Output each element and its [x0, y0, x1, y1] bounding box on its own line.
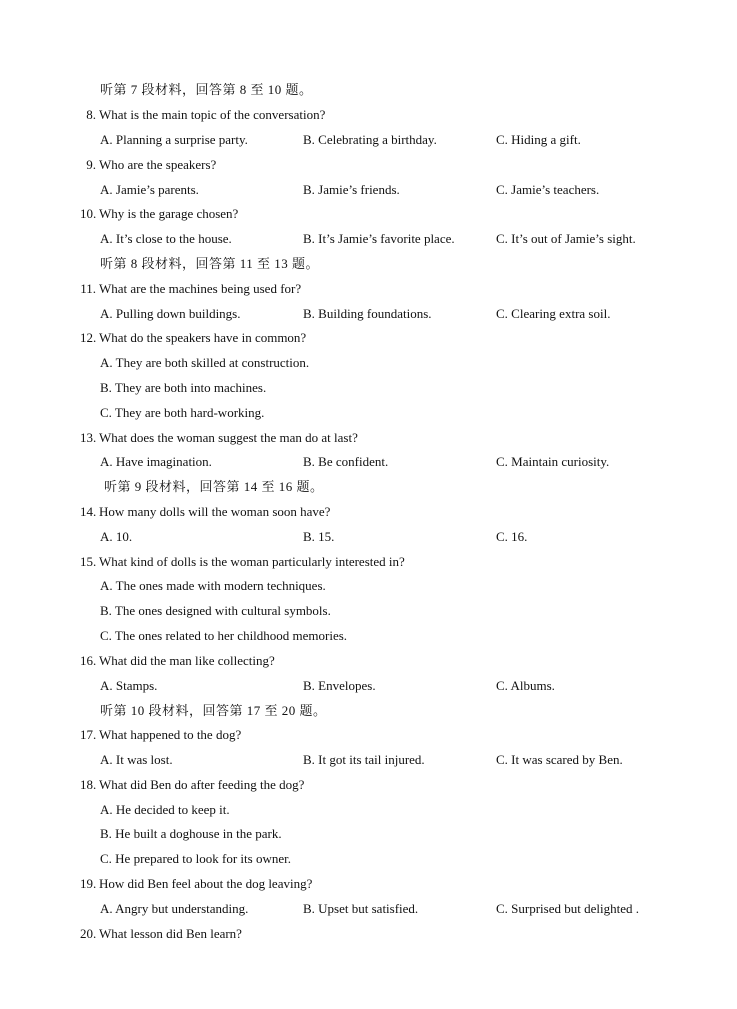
- question-number: 19.: [80, 876, 97, 891]
- option-c: C. Albums.: [496, 678, 555, 693]
- question-number: 20.: [80, 926, 97, 941]
- option-c: C. The ones related to her childhood memories.: [100, 628, 348, 643]
- option-b: B. Be confident.: [303, 454, 389, 469]
- question-text: What did the man like collecting?: [99, 653, 275, 668]
- option-b: B. Upset but satisfied.: [303, 901, 419, 916]
- option-c: C. Hiding a gift.: [496, 132, 581, 147]
- option-b: B. Jamie’s friends.: [303, 182, 400, 197]
- question-number: 16.: [80, 653, 97, 668]
- question-number: 18.: [80, 777, 97, 792]
- question-text: What kind of dolls is the woman particularly interested in?: [99, 554, 405, 569]
- option-c: C. Maintain curiosity.: [496, 454, 610, 469]
- option-a: A. 10.: [100, 529, 133, 544]
- question-8: [80, 107, 325, 123]
- question-11: [80, 281, 301, 297]
- option-c: C. Clearing extra soil.: [496, 306, 611, 321]
- question-10: [80, 206, 238, 222]
- option-b: B. Envelopes.: [303, 678, 376, 693]
- question-number: 13.: [80, 430, 97, 445]
- question-number: 17.: [80, 727, 97, 742]
- question-number: 12.: [80, 330, 97, 345]
- option-a: A. The ones made with modern techniques.: [100, 578, 326, 593]
- option-a: A. It was lost.: [100, 752, 173, 767]
- question-17: [80, 727, 241, 743]
- question-number: 11.: [80, 281, 96, 296]
- option-c: C. It’s out of Jamie’s sight.: [496, 231, 636, 246]
- question-number: 9.: [86, 157, 96, 172]
- question-text: How did Ben feel about the dog leaving?: [99, 876, 313, 891]
- question-number: 10.: [80, 206, 97, 221]
- option-c: C. He prepared to look for its owner.: [100, 851, 291, 866]
- question-text: What are the machines being used for?: [99, 281, 302, 296]
- option-b: B. It’s Jamie’s favorite place.: [303, 231, 455, 246]
- question-text: How many dolls will the woman soon have?: [99, 504, 331, 519]
- question-9: [80, 157, 216, 173]
- section-heading: 听第 10 段材料，回答第 17 至 20 题。: [100, 703, 327, 718]
- question-number: 14.: [80, 504, 97, 519]
- section-heading: 听第 8 段材料，回答第 11 至 13 题。: [100, 256, 320, 271]
- question-12: [80, 330, 306, 346]
- option-b: B. They are both into machines.: [100, 380, 267, 395]
- question-text: What happened to the dog?: [99, 727, 242, 742]
- question-number: 15.: [80, 554, 97, 569]
- question-18: [80, 777, 304, 793]
- option-c: C. They are both hard-working.: [100, 405, 265, 420]
- question-number: 8.: [86, 107, 96, 122]
- option-a: A. He decided to keep it.: [100, 802, 230, 817]
- question-text: What does the woman suggest the man do at last?: [99, 430, 358, 445]
- question-text: Who are the speakers?: [99, 157, 217, 172]
- option-a: A. They are both skilled at construction.: [100, 355, 310, 370]
- question-text: Why is the garage chosen?: [99, 206, 239, 221]
- question-text: What did Ben do after feeding the dog?: [99, 777, 305, 792]
- option-a: A. Pulling down buildings.: [100, 306, 241, 321]
- option-a: A. Jamie’s parents.: [100, 182, 199, 197]
- question-20: [80, 926, 242, 942]
- option-c: C. 16.: [496, 529, 528, 544]
- question-text: What lesson did Ben learn?: [99, 926, 242, 941]
- option-a: A. Planning a surprise party.: [100, 132, 248, 147]
- option-a: A. Have imagination.: [100, 454, 212, 469]
- option-b: B. Building foundations.: [303, 306, 432, 321]
- question-text: What is the main topic of the conversation?: [99, 107, 326, 122]
- option-c: C. Jamie’s teachers.: [496, 182, 600, 197]
- option-a: A. It’s close to the house.: [100, 231, 232, 246]
- question-14: [80, 504, 330, 520]
- option-c: C. Surprised but delighted .: [496, 901, 639, 916]
- section-heading: 听第 7 段材料，回答第 8 至 10 题。: [100, 82, 313, 97]
- option-b: B. The ones designed with cultural symbols.: [100, 603, 331, 618]
- question-text: What do the speakers have in common?: [99, 330, 307, 345]
- option-a: A. Angry but understanding.: [100, 901, 249, 916]
- option-b: B. 15.: [303, 529, 335, 544]
- option-a: A. Stamps.: [100, 678, 158, 693]
- option-b: B. It got its tail injured.: [303, 752, 425, 767]
- section-heading: 听第 9 段材料，回答第 14 至 16 题。: [104, 479, 324, 494]
- option-c: C. It was scared by Ben.: [496, 752, 623, 767]
- question-15: [80, 554, 405, 570]
- question-19: [80, 876, 312, 892]
- option-b: B. He built a doghouse in the park.: [100, 826, 282, 841]
- option-b: B. Celebrating a birthday.: [303, 132, 437, 147]
- question-13: [80, 430, 358, 446]
- question-16: [80, 653, 275, 669]
